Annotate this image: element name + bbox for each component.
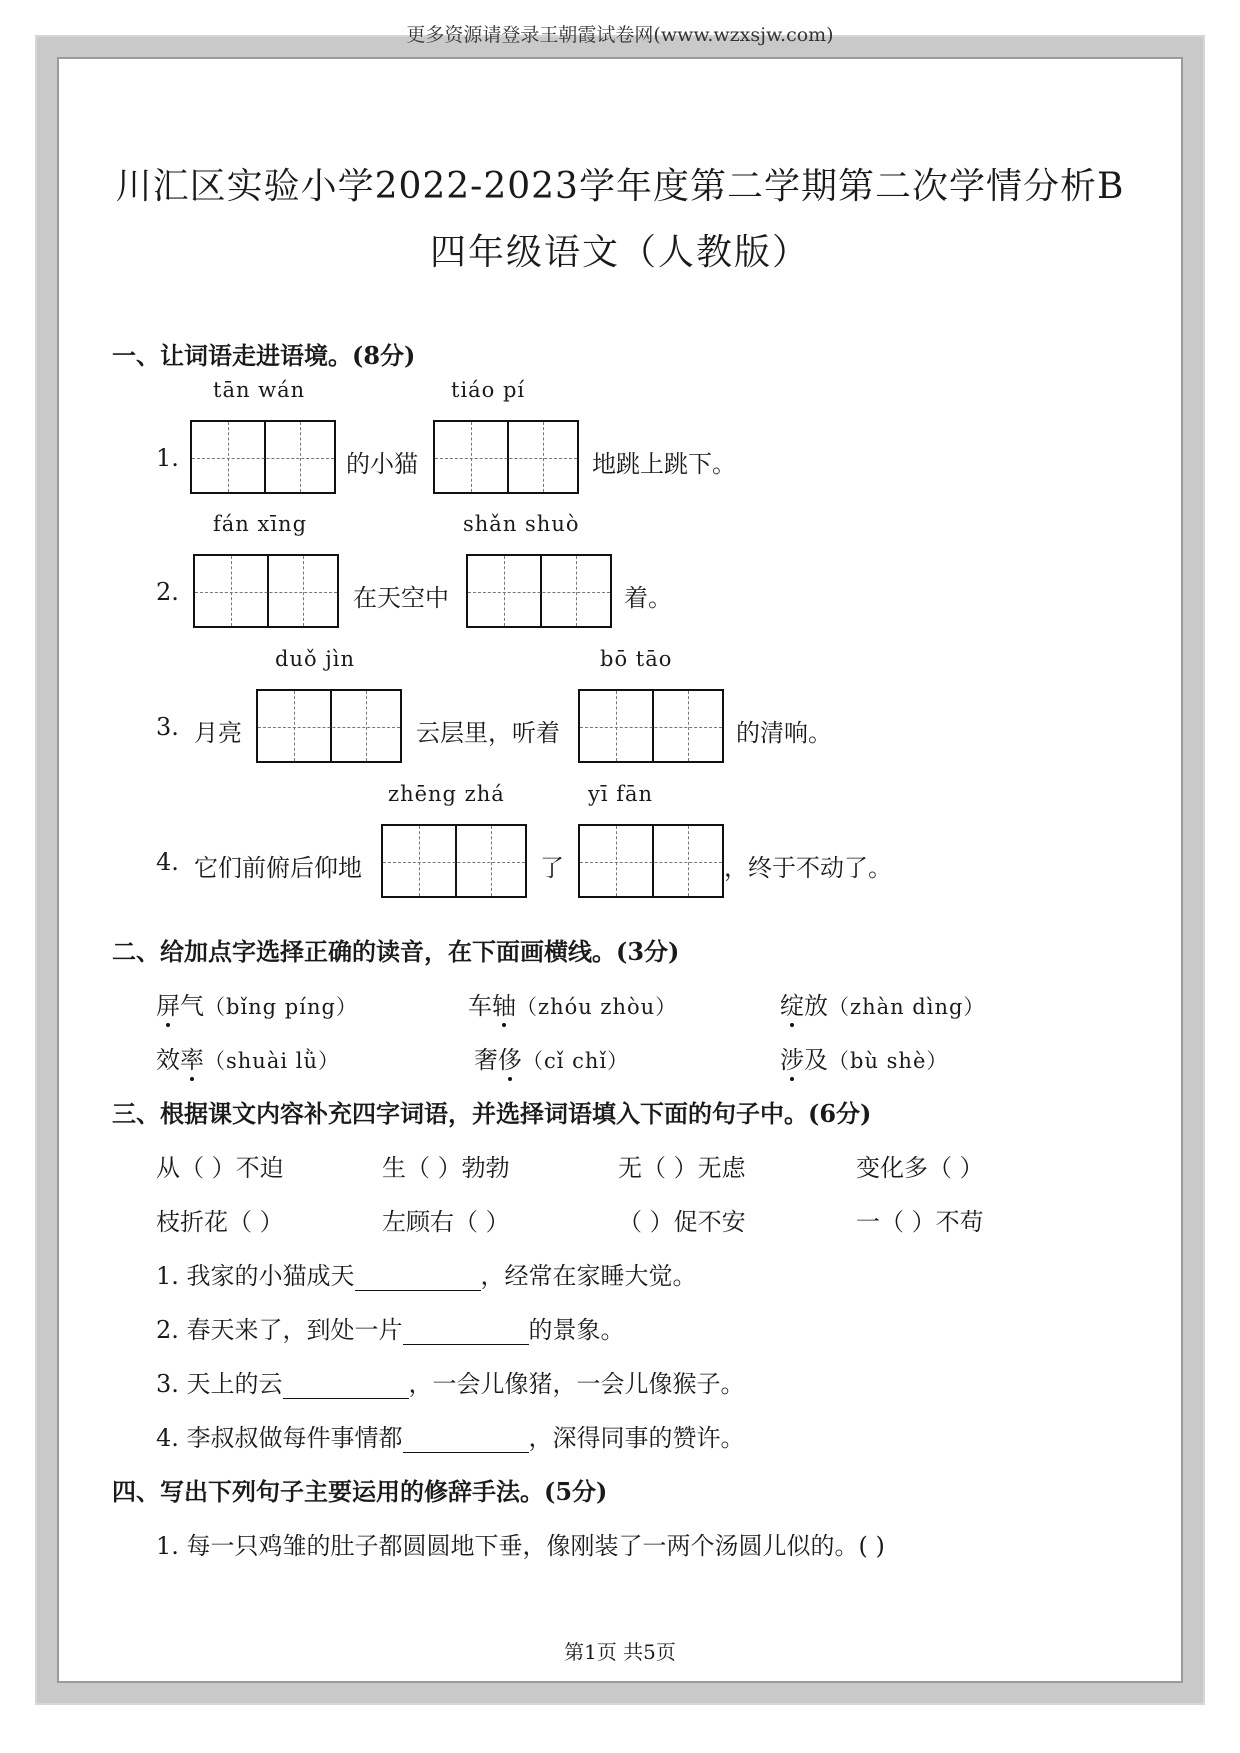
section-1-heading: 一、让词语走进语境。(8分) (112, 341, 416, 370)
pinyin-label: fán xīng (213, 512, 308, 536)
tianzige-box[interactable] (466, 554, 612, 628)
item-number: 4. (156, 848, 179, 876)
answer-blank[interactable] (355, 1264, 481, 1291)
fill-sentence: 4. 李叔叔做每件事情都 ，深得同事的赞许。 (156, 1424, 745, 1452)
item-number: 3. (156, 713, 179, 741)
idiom-fill[interactable]: 无（ ）无虑 (618, 1154, 746, 1182)
fill-sentence: 3. 天上的云 ，一会儿像猪，一会儿像猴子。 (156, 1370, 745, 1398)
item-text: 云层里，听着 (416, 719, 560, 747)
pinyin-label: tān wán (213, 378, 306, 402)
pinyin-label: bō tāo (600, 647, 673, 671)
reading-item[interactable]: 车轴（zhóu zhòu） (468, 992, 678, 1020)
tianzige-box[interactable] (578, 824, 724, 898)
exam-subtitle: 四年级语文（人教版） (429, 232, 810, 273)
item-text: 的清响。 (736, 719, 832, 747)
section-3-heading: 三、根据课文内容补充四字词语，并选择词语填入下面的句子中。(6分) (112, 1099, 872, 1128)
exam-title: 川汇区实验小学2022-2023学年度第二学期第二次学情分析B (115, 166, 1125, 207)
reading-item[interactable]: 效率（shuài lǜ） (156, 1046, 340, 1074)
idiom-fill[interactable]: （ ）促不安 (618, 1208, 746, 1236)
item-text: ，终于不动了。 (724, 854, 892, 882)
item-text: 它们前俯后仰地 (194, 854, 362, 882)
tianzige-box[interactable] (433, 420, 579, 494)
reading-item[interactable]: 屏气（bǐng píng） (156, 992, 358, 1020)
fill-sentence: 1. 我家的小猫成天 ，经常在家睡大觉。 (156, 1262, 697, 1290)
header-note: 更多资源请登录王朝霞试卷网(www.wzxsjw.com) (406, 24, 834, 46)
item-text: 月亮 (194, 719, 242, 747)
item-number: 2. (156, 578, 179, 606)
reading-item[interactable]: 绽放（zhàn dìng） (780, 992, 986, 1020)
answer-blank[interactable] (403, 1426, 529, 1453)
item-number: 1. (156, 444, 179, 472)
answer-blank[interactable] (403, 1318, 529, 1345)
answer-blank[interactable] (283, 1372, 409, 1399)
item-text: 的小猫 (346, 450, 418, 478)
idiom-fill[interactable]: 从（ ）不迫 (156, 1154, 284, 1182)
pinyin-label: shǎn shuò (463, 512, 580, 536)
reading-item[interactable]: 涉及（bù shè） (780, 1046, 949, 1074)
idiom-fill[interactable]: 左顾右（ ） (382, 1208, 510, 1236)
fill-sentence: 2. 春天来了，到处一片 的景象。 (156, 1316, 625, 1344)
tianzige-box[interactable] (256, 689, 402, 763)
tianzige-box[interactable] (193, 554, 339, 628)
tianzige-box[interactable] (578, 689, 724, 763)
reading-item[interactable]: 奢侈（cǐ chǐ） (474, 1046, 630, 1074)
tianzige-box[interactable] (381, 824, 527, 898)
pinyin-label: tiáo pí (451, 378, 526, 402)
section-2-heading: 二、给加点字选择正确的读音，在下面画横线。(3分) (112, 937, 680, 966)
item-text: 着。 (624, 584, 672, 612)
idiom-fill[interactable]: 一（ ）不苟 (856, 1208, 984, 1236)
pinyin-label: duǒ jìn (275, 647, 356, 671)
idiom-fill[interactable]: 变化多（ ） (856, 1154, 984, 1182)
item-text: 了 (540, 854, 564, 882)
rhetoric-question[interactable]: 1. 每一只鸡雏的肚子都圆圆地下垂，像刚装了一两个汤圆儿似的。( ) (156, 1532, 885, 1560)
idiom-fill[interactable]: 枝折花（ ） (156, 1208, 284, 1236)
idiom-fill[interactable]: 生（ ）勃勃 (382, 1154, 510, 1182)
pinyin-label: yī fān (588, 782, 654, 806)
pinyin-label: zhēng zhá (388, 782, 505, 806)
tianzige-box[interactable] (190, 420, 336, 494)
item-text: 地跳上跳下。 (592, 450, 736, 478)
page-footer: 第1页 共5页 (564, 1640, 676, 1664)
item-text: 在天空中 (353, 584, 449, 612)
section-4-heading: 四、写出下列句子主要运用的修辞手法。(5分) (112, 1477, 608, 1506)
